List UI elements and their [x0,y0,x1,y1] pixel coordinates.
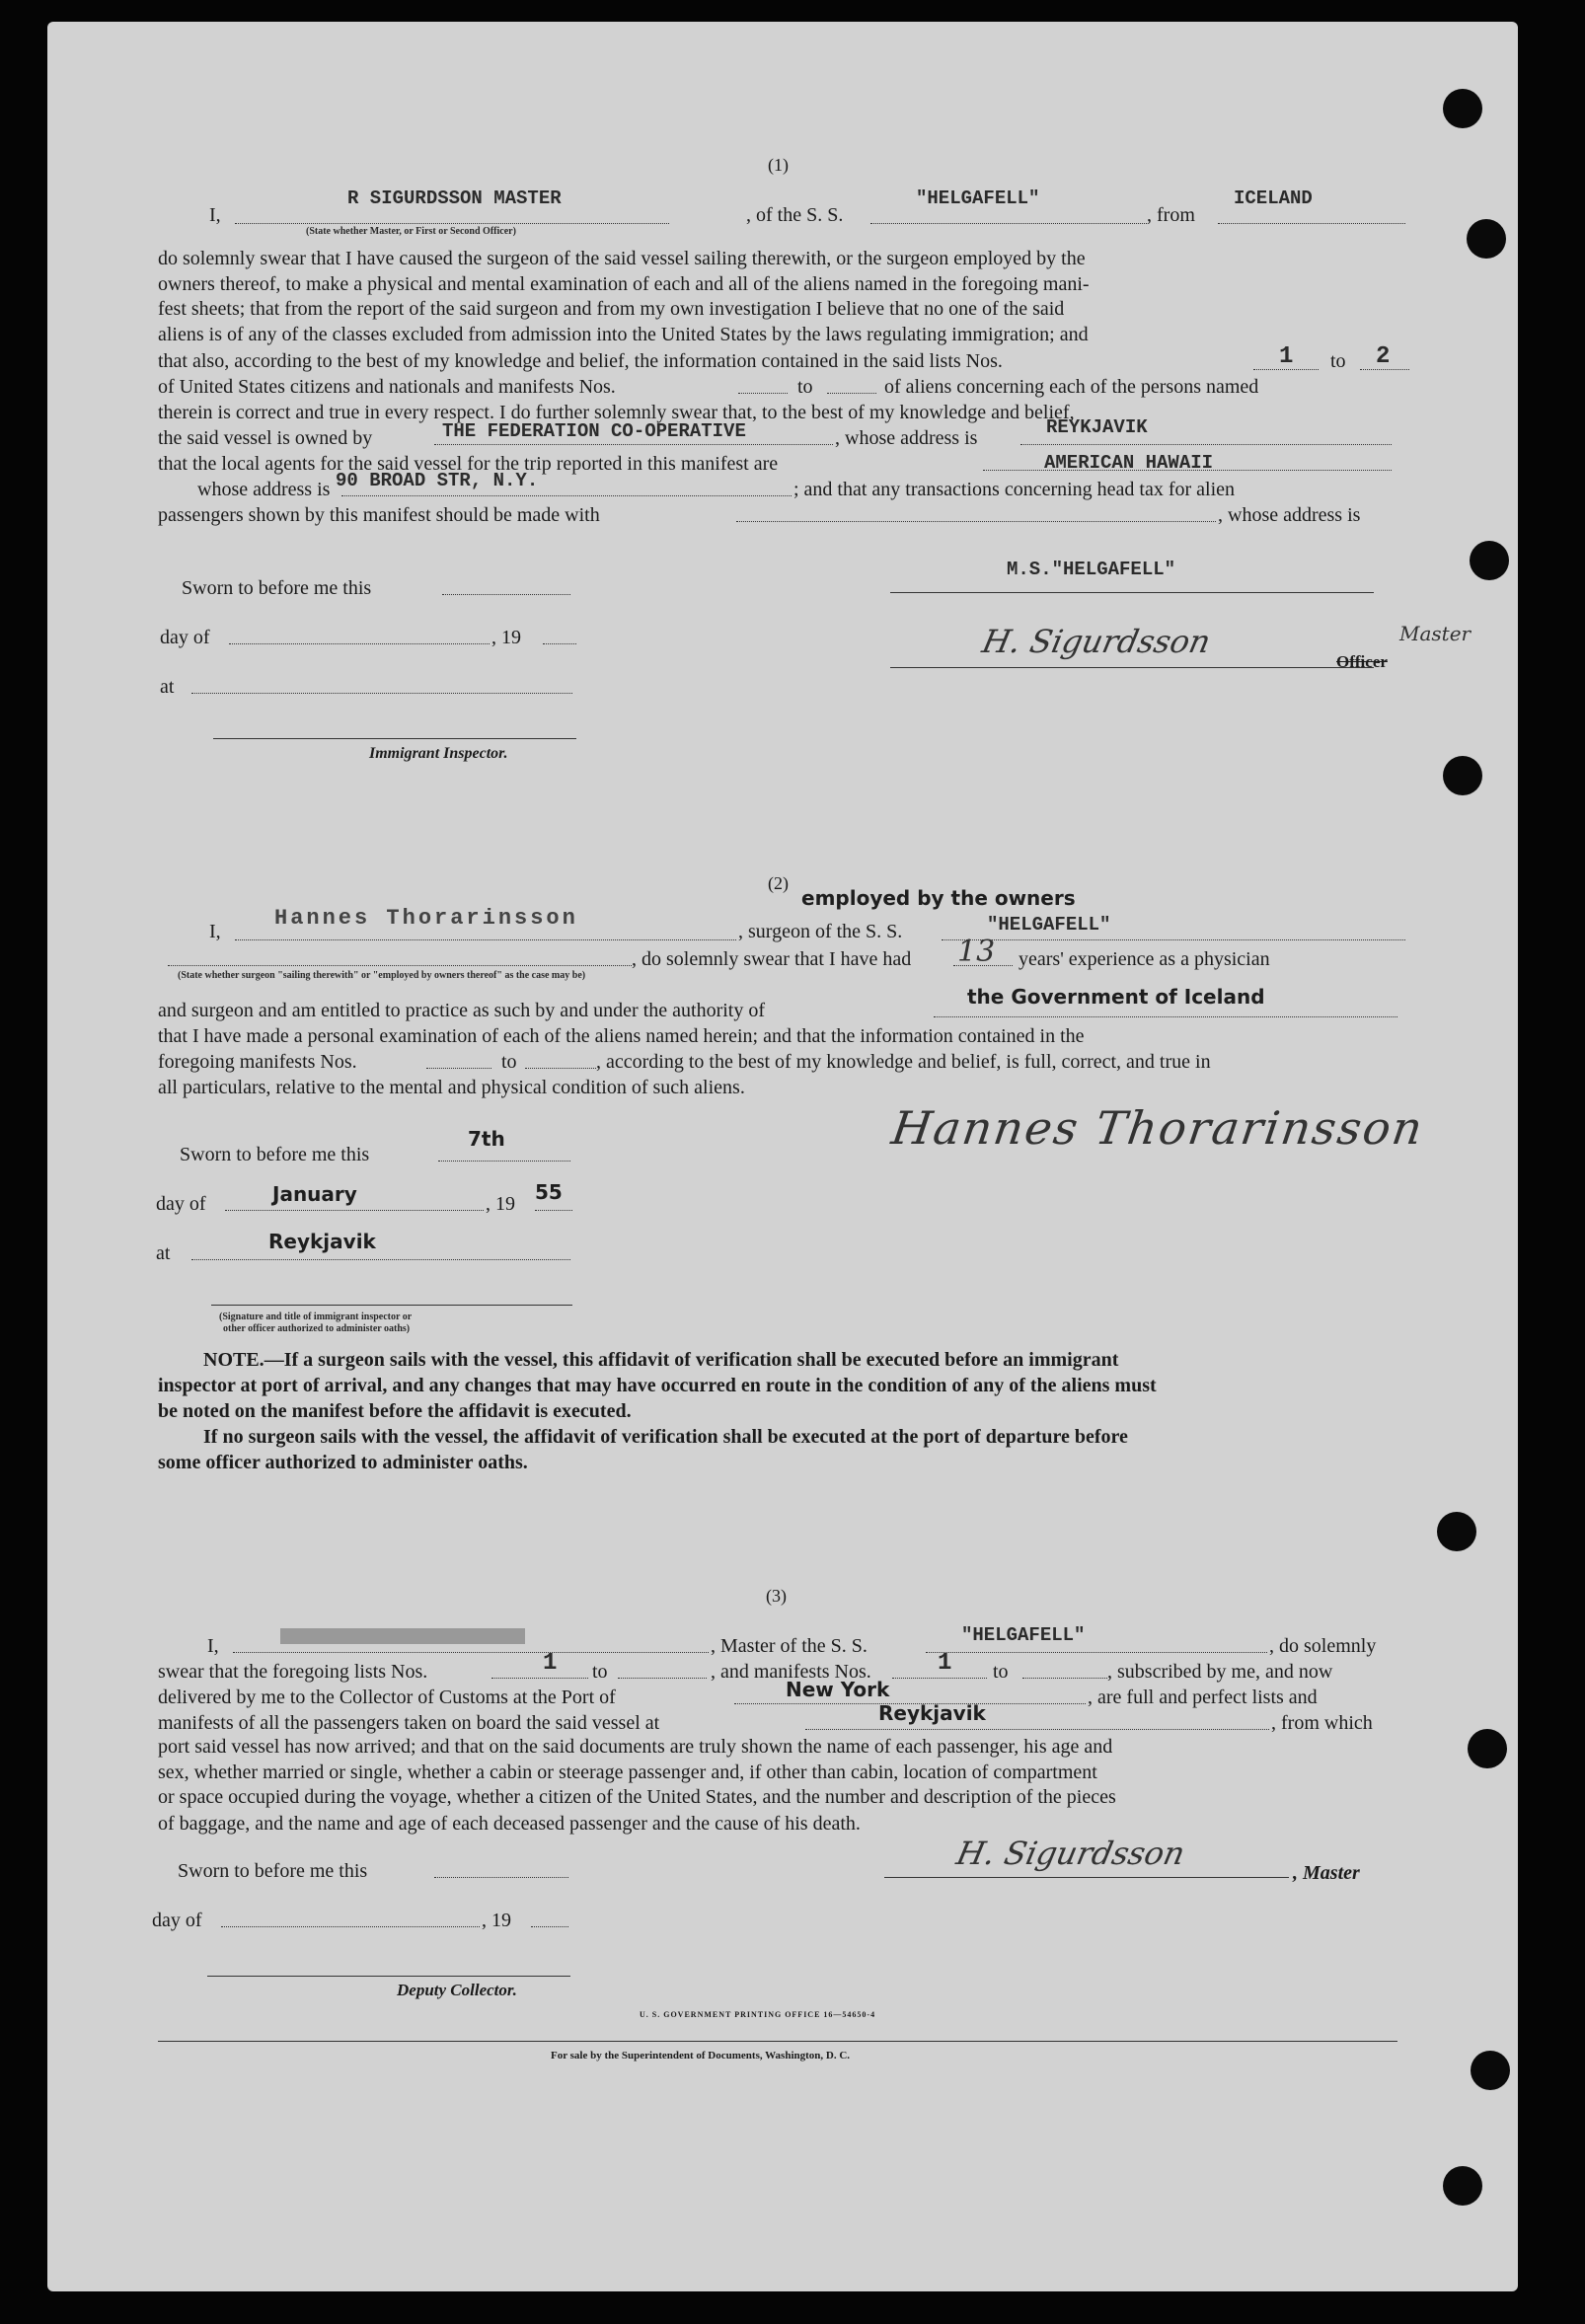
para-line: that the local agents for the said vessel for the trip reported in this manifest are [158,453,779,475]
sworn-label: Sworn to before me this [182,577,372,599]
officer-caption: Officer [1336,652,1388,671]
to-label: to [1330,350,1346,372]
do-solemnly: , do solemnly [1269,1635,1377,1657]
sworn-line [438,1161,570,1162]
punch-hole [1471,2051,1510,2090]
master-text: , Master of the S. S. [711,1635,868,1657]
sale-notice: For sale by the Superintendent of Documents, Washington, D. C. [551,2050,851,2062]
i-label: I, [209,921,221,942]
manifest-to-line [525,1068,596,1069]
boarded-at: Reykjavik [878,1701,986,1725]
footer-rule [158,2041,1397,2042]
sworn-label: Sworn to before me this [180,1144,370,1165]
vessel-line [926,1652,1267,1653]
note-text: —If a surgeon sails with the vessel, this affidavit of verification shall be executed before an immigrant [264,1349,1119,1371]
inspector-signature-line [213,738,576,739]
para-line: of baggage, and the name and age of each deceased passenger and the cause of his death. [158,1813,861,1835]
year-line [543,643,576,644]
para-line: of United States citizens and nationals and manifests Nos. [158,376,616,398]
punch-hole [1468,1729,1507,1768]
collector-caption: Deputy Collector. [397,1981,517,1999]
note-label: NOTE. [203,1349,264,1371]
day-of-label: day of [156,1193,206,1215]
from-which: , from which [1271,1712,1373,1734]
to-label: to [592,1661,608,1683]
para-line: aliens is of any of the classes excluded from admission into the United States by the laws regulating immigration; and [158,323,1089,345]
authority-value: the Government of Iceland [967,985,1265,1009]
owner-address: REYKJAVIK [1046,416,1148,438]
note-line: inspector at port of arrival, and any changes that may have occurred en route in the condition of any of the aliens must [158,1375,1157,1396]
sig-caption: (Signature and title of immigrant inspector or [219,1312,413,1322]
sworn-line [442,594,570,595]
para-line: all particulars, relative to the mental and physical condition of such aliens. [158,1077,745,1098]
place: Reykjavik [268,1230,376,1253]
at-label: at [156,1242,171,1264]
manifests-from: 1 [938,1650,952,1677]
year-suffix: 55 [535,1180,563,1204]
lists-from: 1 [543,1650,558,1677]
year-label: , 19 [482,1910,511,1931]
authority-value-line [934,1016,1397,1017]
from-label: , from [1147,204,1195,226]
head-tax-line [736,521,1216,522]
master-handwritten: Master [1399,622,1472,645]
manifests-to-line [1022,1678,1107,1679]
master-caption: (State whether Master, or First or Second Officer) [306,226,516,237]
inspector-caption: Immigrant Inspector. [369,745,508,762]
to-label: to [501,1051,517,1073]
master-signature: H. Sigurdsson [978,623,1215,660]
punch-hole [1437,1512,1476,1551]
vessel-name: "HELGAFELL" [987,914,1111,936]
at-label: at [160,676,175,698]
sig-caption: other officer authorized to administer oaths) [223,1323,411,1334]
swear-text: , do solemnly swear that I have had [632,948,912,970]
para-line: or space occupied during the voyage, whether a citizen of the United States, and the number and description of the pieces [158,1786,1116,1809]
section-number: (3) [766,1586,787,1606]
agents: AMERICAN HAWAII [1044,452,1214,474]
head-tax-text: ; and that any transactions concerning head tax for alien [793,479,1236,500]
authority-line: and surgeon and am entitled to practice as such by and under the authority of [158,1000,765,1021]
to-label: to [993,1661,1009,1683]
master-signature-line [884,1877,1289,1878]
note-line [203,1350,1118,1370]
master-signature-line-2 [890,667,1374,668]
years-text: years' experience as a physician [1019,948,1270,970]
lists-to: 2 [1376,343,1391,370]
surgeon-caption: (State whether surgeon "sailing therewith" or "employed by owners thereof" as the case may be) [178,970,586,981]
sworn-label: Sworn to before me this [178,1860,368,1882]
from-country: ICELAND [1234,187,1313,209]
surgeon-name: Hannes Thorarinsson [274,906,578,931]
punch-hole [1443,89,1482,128]
section-number: (1) [768,155,789,175]
sworn-line [434,1877,568,1878]
manifest-from-line [738,393,788,394]
day-of-label: day of [152,1910,202,1931]
surgeon-signature: Hannes Thorarinsson [888,1101,1428,1155]
from-line [1218,223,1405,224]
manifests-text: , and manifests Nos. [711,1661,871,1683]
master-signature: H. Sigurdsson [952,1835,1189,1872]
port: New York [786,1678,890,1701]
para-line: foregoing manifests Nos. [158,1051,357,1073]
note-line: If no surgeon sails with the vessel, the affidavit of verification shall be executed at the port of departure before [203,1426,1128,1448]
master-name-line [233,1652,709,1653]
sworn-day: 7th [468,1127,505,1151]
para-line: do solemnly swear that I have caused the surgeon of the said vessel sailing therewith, or the surgeon employed by the [158,248,1086,269]
note-line: be noted on the manifest before the affidavit is executed. [158,1400,632,1422]
day-line [221,1926,480,1927]
para-line: delivered by me to the Collector of Customs at the Port of [158,1687,616,1708]
employed-stamp: employed by the owners [801,886,1076,910]
at-line [191,693,572,694]
day-of-label: day of [160,627,210,648]
redacted-master-name [280,1628,525,1644]
note-line: some officer authorized to administer oaths. [158,1452,528,1473]
section1-paragraph [158,247,1411,347]
lists-from: 1 [1279,343,1294,370]
month-line [225,1210,484,1211]
para-line: therein is correct and true in every respect. I do further solemnly swear that, to the best of my knowledge and belief, [158,402,1075,423]
agents-address: 90 BROAD STR, N.Y. [336,470,539,491]
agents-address-line [341,495,792,496]
para-line: fest sheets; that from the report of the said surgeon and from my own investigation I believe that no one of the said [158,298,1065,321]
para-line: that also, according to the best of my knowledge and belief, the information contained in the said lists Nos. [158,350,1003,372]
according-text: , according to the best of my knowledge and belief, is full, correct, and true in [596,1051,1211,1073]
manifest-to-line [827,393,876,394]
master-name-line [235,223,669,224]
master-label: , Master [1293,1862,1360,1884]
year-line [531,1926,568,1927]
at-line [191,1259,570,1260]
para-line: swear that the foregoing lists Nos. [158,1661,428,1683]
para-line: whose address is [197,479,331,500]
lists-from-line [491,1678,588,1679]
para-line: sex, whether married or single, whether a cabin or steerage passenger and, if other than cabin, location of compartment [158,1761,1097,1783]
whose-address-end: , whose address is [1218,504,1361,526]
years-value: 13 [957,935,996,969]
subscribed-text: , subscribed by me, and now [1107,1661,1333,1683]
surgeon-name-line [235,939,736,940]
year-label: , 19 [486,1193,515,1215]
vessel-stamp: M.S."HELGAFELL" [1007,559,1176,580]
master-signature-line [890,592,1374,593]
whose-address-label: , whose address is [835,427,978,449]
year-label: , 19 [491,627,521,648]
aliens-text: of aliens concerning each of the persons named [884,376,1259,398]
section-number: (2) [768,873,789,893]
i-label: I, [207,1635,219,1657]
collector-signature-line [207,1976,570,1977]
year-line [535,1210,572,1211]
owner-line [434,444,833,445]
para-line: the said vessel is owned by [158,427,373,449]
para-line: manifests of all the passengers taken on board the said vessel at [158,1712,660,1734]
lists-to-line [618,1678,707,1679]
surgeon-of-label: , surgeon of the S. S. [738,921,903,942]
master-name: R SIGURDSSON MASTER [347,187,562,209]
para-line: owners thereof, to make a physical and mental examination of each and all of the aliens named in the foregoing mani- [158,272,1090,295]
vessel-name: "HELGAFELL" [961,1624,1086,1646]
owner-address-line [1020,444,1392,445]
para-line: port said vessel has now arrived; and that on the said documents are truly shown the name of each passenger, his age and [158,1736,1113,1758]
owner: THE FEDERATION CO-OPERATIVE [442,420,746,442]
boarded-at-line [805,1729,1269,1730]
month: January [272,1182,357,1206]
i-label: I, [209,204,221,226]
day-line [229,643,490,644]
inspector-signature-line [211,1305,572,1306]
full-text: , are full and perfect lists and [1088,1687,1318,1708]
para-line: that I have made a personal examination of each of the aliens named herein; and that the information contained in the [158,1025,1085,1047]
vessel-line [942,939,1405,940]
section3-paragraph [158,1735,1411,1811]
surgeon-name-line-2 [168,965,632,966]
of-the-ss-label: , of the S. S. [746,204,844,226]
para-line: passengers shown by this manifest should be made with [158,504,600,526]
punch-hole [1467,219,1506,259]
to-label: to [797,376,813,398]
printing-office: U. S. GOVERNMENT PRINTING OFFICE 16—54650-4 [640,2010,876,2019]
manifest-from-line [426,1068,491,1069]
manifests-from-line [892,1678,987,1679]
vessel-name: "HELGAFELL" [916,187,1040,209]
vessel-line [870,223,1147,224]
punch-hole [1470,541,1509,580]
punch-hole [1443,756,1482,795]
punch-hole [1443,2166,1482,2206]
